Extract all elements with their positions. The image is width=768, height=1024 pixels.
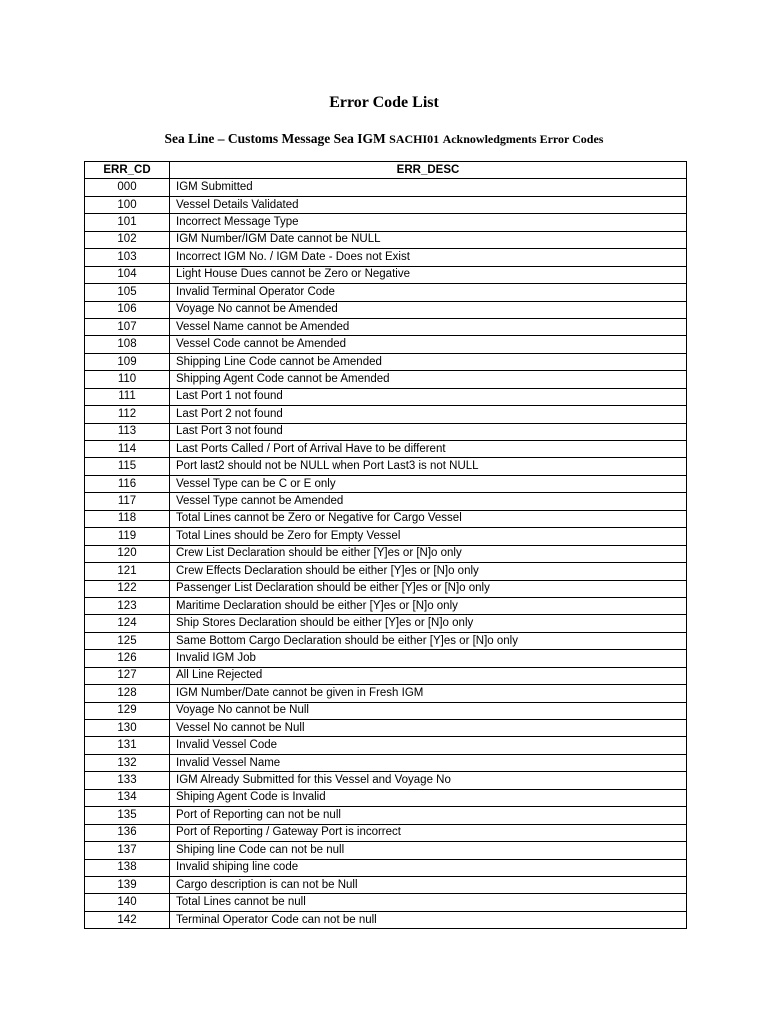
error-description-cell: Shiping Agent Code is Invalid [170, 789, 687, 806]
error-description-cell: Shipping Agent Code cannot be Amended [170, 371, 687, 388]
error-description-cell: Vessel Type cannot be Amended [170, 493, 687, 510]
error-code-cell: 112 [85, 406, 170, 423]
table-row [85, 475, 687, 492]
error-code-cell: 123 [85, 597, 170, 614]
error-description-cell: Vessel Details Validated [170, 196, 687, 213]
error-code-cell: 114 [85, 441, 170, 458]
page-title: Error Code List [329, 94, 439, 111]
error-code-cell: 134 [85, 789, 170, 806]
error-description-cell: Last Ports Called / Port of Arrival Have to be different [170, 441, 687, 458]
error-code-cell: 111 [85, 388, 170, 405]
table-row [85, 580, 687, 597]
error-code-cell: 127 [85, 667, 170, 684]
error-code-cell: 110 [85, 371, 170, 388]
table-row [85, 388, 687, 405]
error-description-cell: Port of Reporting can not be null [170, 807, 687, 824]
error-code-cell: 000 [85, 179, 170, 196]
error-code-cell: 119 [85, 528, 170, 545]
error-code-cell: 101 [85, 214, 170, 231]
error-code-cell: 103 [85, 249, 170, 266]
error-code-cell: 105 [85, 284, 170, 301]
table-row [85, 318, 687, 335]
error-code-cell: 125 [85, 632, 170, 649]
table-row [85, 458, 687, 475]
table-row [85, 441, 687, 458]
error-code-cell: 107 [85, 318, 170, 335]
table-row [85, 807, 687, 824]
header-err-cd: ERR_CD [85, 162, 170, 179]
error-code-cell: 132 [85, 754, 170, 771]
error-description-cell: Invalid IGM Job [170, 650, 687, 667]
error-description-cell: Invalid Vessel Name [170, 754, 687, 771]
error-code-cell: 102 [85, 231, 170, 248]
table-row [85, 911, 687, 928]
table-row [85, 371, 687, 388]
error-code-cell: 136 [85, 824, 170, 841]
error-code-cell: 117 [85, 493, 170, 510]
table-row [85, 720, 687, 737]
error-description-cell: Incorrect IGM No. / IGM Date - Does not Exist [170, 249, 687, 266]
error-description-cell: Total Lines cannot be null [170, 894, 687, 911]
error-description-cell: Maritime Declaration should be either [Y]es or [N]o only [170, 597, 687, 614]
error-description-cell: Last Port 1 not found [170, 388, 687, 405]
table-row [85, 336, 687, 353]
error-code-cell: 106 [85, 301, 170, 318]
error-code-cell: 128 [85, 685, 170, 702]
table-body [85, 179, 687, 929]
error-code-cell: 116 [85, 475, 170, 492]
error-code-cell: 135 [85, 807, 170, 824]
error-description-cell: IGM Number/Date cannot be given in Fresh IGM [170, 685, 687, 702]
error-description-cell: Port of Reporting / Gateway Port is incorrect [170, 824, 687, 841]
error-code-cell: 137 [85, 842, 170, 859]
error-description-cell: Terminal Operator Code can not be null [170, 911, 687, 928]
error-code-cell: 113 [85, 423, 170, 440]
table-row [85, 685, 687, 702]
error-description-cell: Crew List Declaration should be either [Y]es or [N]o only [170, 545, 687, 562]
error-description-cell: Vessel Type can be C or E only [170, 475, 687, 492]
subtitle-code: SACHI01 [389, 132, 440, 146]
error-description-cell: Shipping Line Code cannot be Amended [170, 353, 687, 370]
error-code-cell: 109 [85, 353, 170, 370]
table-row [85, 894, 687, 911]
error-code-cell: 124 [85, 615, 170, 632]
subtitle-main: Sea Line – Customs Message Sea IGM [164, 131, 386, 146]
table-row [85, 597, 687, 614]
table-row [85, 406, 687, 423]
error-code-cell: 121 [85, 563, 170, 580]
error-code-cell: 122 [85, 580, 170, 597]
page-subtitle [0, 130, 768, 148]
error-code-cell: 140 [85, 894, 170, 911]
table-row [85, 214, 687, 231]
table-row [85, 528, 687, 545]
error-description-cell: Last Port 2 not found [170, 406, 687, 423]
table-row [85, 510, 687, 527]
table-row [85, 789, 687, 806]
table-row [85, 824, 687, 841]
error-code-cell: 130 [85, 720, 170, 737]
error-code-cell: 108 [85, 336, 170, 353]
table-header-row [85, 162, 687, 179]
error-description-cell: Ship Stores Declaration should be either [Y]es or [N]o only [170, 615, 687, 632]
table-row [85, 179, 687, 196]
error-description-cell: Passenger List Declaration should be either [Y]es or [N]o only [170, 580, 687, 597]
error-description-cell: Invalid Terminal Operator Code [170, 284, 687, 301]
table-row [85, 196, 687, 213]
error-code-cell: 118 [85, 510, 170, 527]
table-row [85, 650, 687, 667]
error-description-cell: Vessel Code cannot be Amended [170, 336, 687, 353]
table-row [85, 231, 687, 248]
error-code-cell: 129 [85, 702, 170, 719]
table-row [85, 772, 687, 789]
error-code-cell: 100 [85, 196, 170, 213]
error-description-cell: Incorrect Message Type [170, 214, 687, 231]
error-code-cell: 115 [85, 458, 170, 475]
error-description-cell: Light House Dues cannot be Zero or Negative [170, 266, 687, 283]
error-code-cell: 126 [85, 650, 170, 667]
table-row [85, 842, 687, 859]
error-description-cell: Vessel Name cannot be Amended [170, 318, 687, 335]
subtitle-suffix: Acknowledgments Error Codes [442, 132, 604, 146]
error-description-cell: Voyage No cannot be Null [170, 702, 687, 719]
table-row [85, 284, 687, 301]
error-description-cell: Last Port 3 not found [170, 423, 687, 440]
error-code-cell: 142 [85, 911, 170, 928]
error-description-cell: IGM Number/IGM Date cannot be NULL [170, 231, 687, 248]
table-row [85, 249, 687, 266]
error-description-cell: All Line Rejected [170, 667, 687, 684]
error-description-cell: Port last2 should not be NULL when Port Last3 is not NULL [170, 458, 687, 475]
error-code-cell: 104 [85, 266, 170, 283]
header-err-desc: ERR_DESC [170, 162, 687, 179]
table-row [85, 859, 687, 876]
table-row [85, 545, 687, 562]
error-code-table [84, 161, 687, 929]
error-code-cell: 133 [85, 772, 170, 789]
table-row [85, 876, 687, 893]
error-description-cell: Voyage No cannot be Amended [170, 301, 687, 318]
error-description-cell: Same Bottom Cargo Declaration should be either [Y]es or [N]o only [170, 632, 687, 649]
table-row [85, 615, 687, 632]
error-code-cell: 131 [85, 737, 170, 754]
table-row [85, 754, 687, 771]
error-description-cell: Total Lines should be Zero for Empty Vessel [170, 528, 687, 545]
table-row [85, 702, 687, 719]
error-description-cell: Invalid Vessel Code [170, 737, 687, 754]
error-description-cell: Invalid shiping line code [170, 859, 687, 876]
table-row [85, 266, 687, 283]
table-row [85, 423, 687, 440]
table-row [85, 301, 687, 318]
table-row [85, 493, 687, 510]
table-row [85, 667, 687, 684]
error-description-cell: Total Lines cannot be Zero or Negative for Cargo Vessel [170, 510, 687, 527]
table-row [85, 632, 687, 649]
error-description-cell: Shiping line Code can not be null [170, 842, 687, 859]
error-code-cell: 139 [85, 876, 170, 893]
table-row [85, 563, 687, 580]
error-description-cell: Crew Effects Declaration should be either [Y]es or [N]o only [170, 563, 687, 580]
error-description-cell: IGM Submitted [170, 179, 687, 196]
table-row [85, 353, 687, 370]
error-description-cell: Vessel No cannot be Null [170, 720, 687, 737]
error-description-cell: Cargo description is can not be Null [170, 876, 687, 893]
table-row [85, 737, 687, 754]
error-description-cell: IGM Already Submitted for this Vessel and Voyage No [170, 772, 687, 789]
error-code-cell: 120 [85, 545, 170, 562]
error-code-cell: 138 [85, 859, 170, 876]
